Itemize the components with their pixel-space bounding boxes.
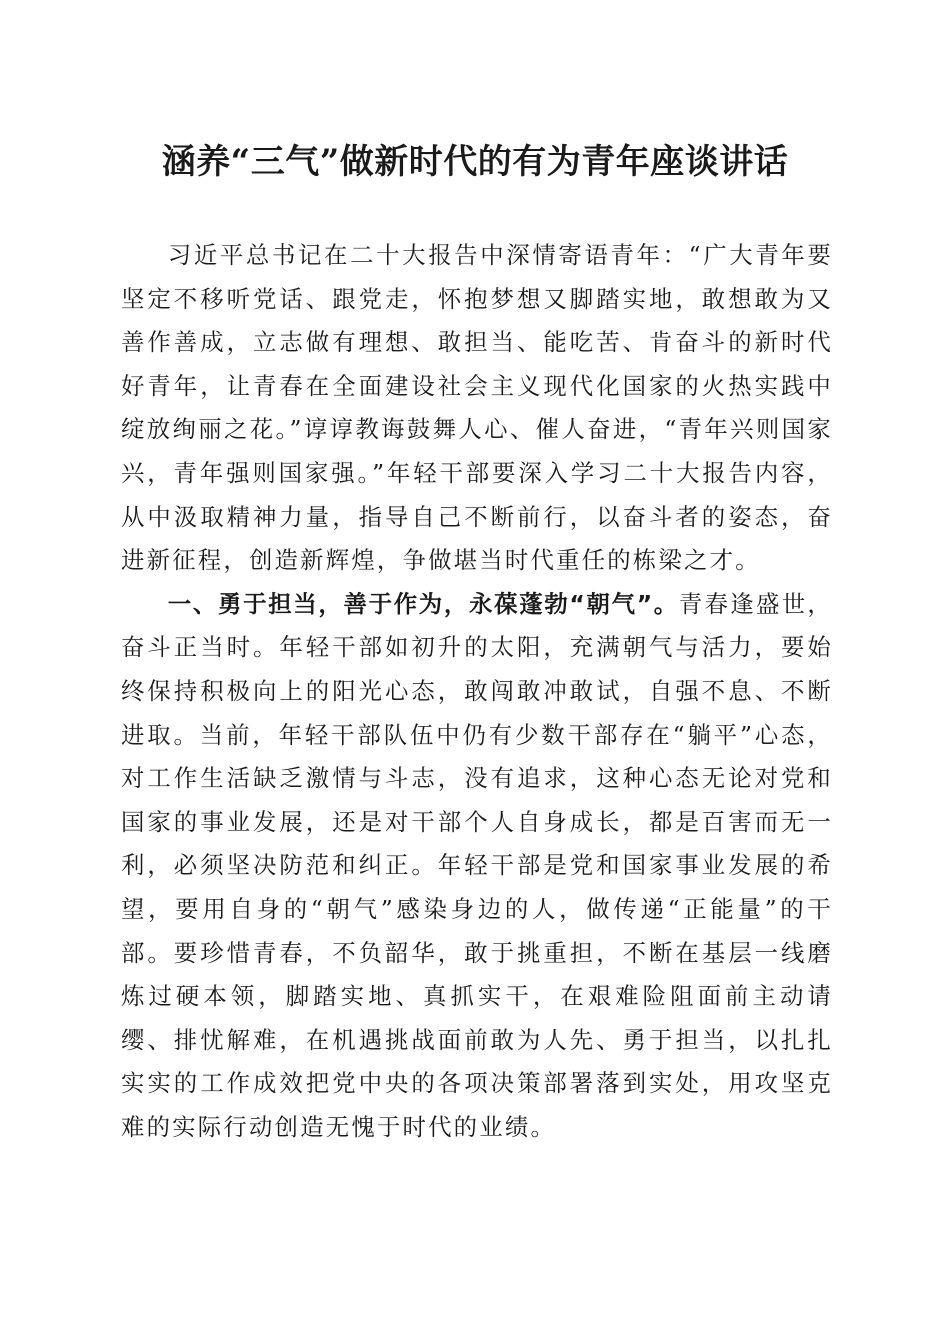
document-body	[121, 234, 833, 1149]
paragraph-section-1	[121, 583, 833, 1150]
paragraph-intro-text: 习近平总书记在二十大报告中深情寄语青年：“广大青年要坚定不移听党话、跟党走，怀抱梦想又脚踏实地，敢想敢为又善作善成，立志做有理想、敢担当、能吃苦、肯奋斗的新时代好青年，让青春在全面建设社会主义现代化国家的火热实践中绽放绚丽之花。”谆谆教诲鼓舞人心、催人奋进，“青年兴则国家兴，青年强则国家强。”年轻干部要深入学习二十大报告内容，从中汲取精神力量，指导自己不断前行，以奋斗者的姿态，奋进新征程，创造新辉煌，争做堪当时代重任的栋梁之才。	[121, 241, 833, 575]
paragraph-intro	[121, 234, 833, 583]
document-title: 涵养“三气”做新时代的有为青年座谈讲话	[161, 142, 789, 182]
paragraph-section-1-text: 青春逢盛世，奋斗正当时。年轻干部如初升的太阳，充满朝气与活力，要始终保持积极向上的阳光心态，敢闯敢冲敢试，自强不息、不断进取。当前，年轻干部队伍中仍有少数干部存在“躺平”心态，对工作生活缺乏激情与斗志，没有追求，这种心态无论对党和国家的事业发展，还是对干部个人自身成长，都是百害而无一利，必须坚决防范和纠正。年轻干部是党和国家事业发展的希望，要用自身的“朝气”感染身边的人，做传递“正能量”的干部。要珍惜青春，不负韶华，敢于挑重担，不断在基层一线磨炼过硬本领，脚踏实地、真抓实干，在艰难险阻面前主动请缨、排忧解难，在机遇挑战面前敢为人先、勇于担当，以扎扎实实的工作成效把党中央的各项决策部署落到实处，用攻坚克难的实际行动创造无愧于时代的业绩。	[121, 589, 833, 1141]
section-1-heading: 一、勇于担当，善于作为，永葆蓬勃“朝气”。	[167, 589, 679, 618]
